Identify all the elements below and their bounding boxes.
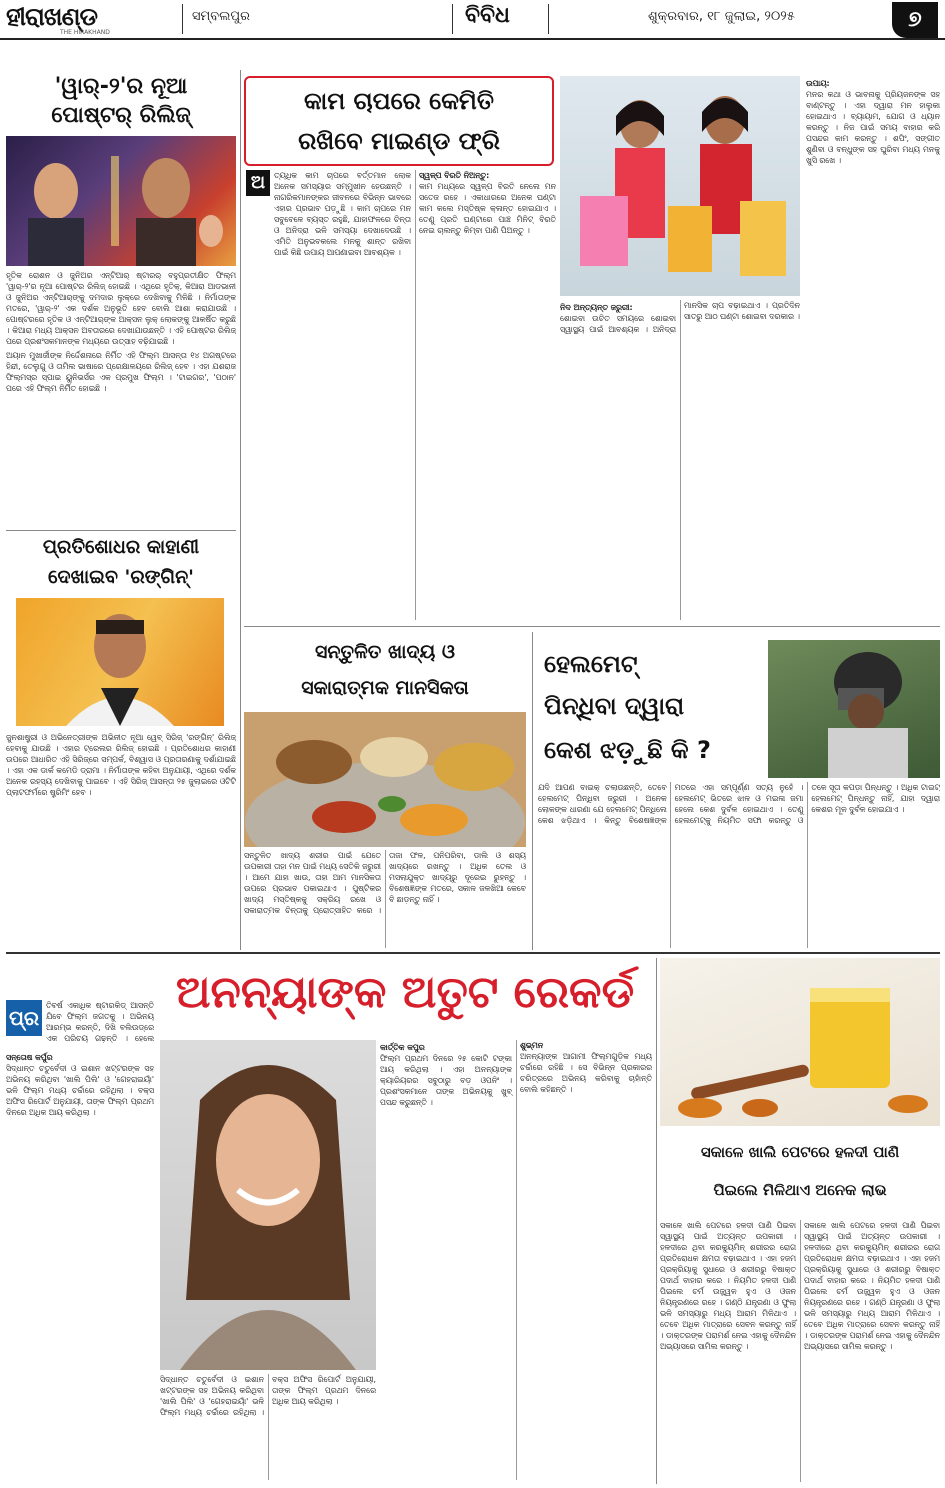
rangeen-actor-figure: [16, 598, 224, 726]
mind-subheading: ଉପାୟ:: [806, 79, 830, 88]
rangeen-title-line1: ପ୍ରତିଶୋଧର କାହାଣୀ: [42, 536, 200, 558]
header-divider: [182, 4, 183, 34]
haldi-article-body: [660, 1220, 940, 1482]
food-article-body: [244, 850, 526, 948]
ananya-portrait-image: [160, 1040, 376, 1370]
mind-subheading: ନିଦ ଅନ୍ତ୍ୟନ୍ତ ଜରୁରୀ:: [560, 303, 633, 312]
food-title-line1: ସନ୍ତୁଳିତ ଖାଦ୍ୟ ଓ: [315, 641, 455, 663]
haldi-title-line2: ପିଇଲେ ମିଳିଥାଏ ଅନେକ ଲାଭ: [713, 1181, 887, 1199]
ananya-article-body-right: [380, 1040, 652, 1480]
haldi-title-line1: ସକାଳେ ଖାଲି ପେଟରେ ହଳଦୀ ପାଣି: [700, 1143, 900, 1161]
section-name: ବିବିଧ: [465, 3, 510, 28]
mind-subheading: ସ୍ୱଳ୍ପ ବିରତି ନିଅନ୍ତୁ:: [419, 171, 490, 180]
column-divider: [240, 70, 241, 950]
helmet-title-line1: ହେଲମେଟ୍: [544, 650, 638, 678]
war2-paragraph: ଅୟାନ ମୁଖାର୍ଜୀଙ୍କ ନିର୍ଦ୍ଦେଶନାରେ ନିର୍ମିତ ଏହି ଫିଲ୍ମ ଆସନ୍ତା ୧୪ ଅଗଷ୍ଟରେ ହିନ୍ଦୀ, ତେଲୁଗୁ ଓ ତାମିଲ ଭାଷାରେ ପ୍ରେକ୍ଷାଳୟରେ ରିଲିଜ୍ ହେବ । ଏହା ଯଶରାଜ ଫିଲ୍ମସ୍‌ର ସ୍ପାଇ ୟୁନିଭର୍ସର ଏକ ପ୍ରମୁଖ ଫିଲ୍ମ । 'ଟାଇଗର', 'ପଠାନ' ପରେ ଏହି ଫିଲ୍ମ ନିର୍ମିତ ହୋଇଛି ।: [6, 351, 236, 393]
header-divider: [452, 4, 453, 34]
rangeen-article-body: [6, 732, 236, 944]
shopping-women-figures: [560, 76, 800, 296]
food-paragraph: ସନ୍ତୁଳିତ ଖାଦ୍ୟ ଶରୀର ପାଇଁ ଯେତେ ଉପକାରୀ ତାହା ମନ ପାଇଁ ମଧ୍ୟ ସେତିକି ଜରୁରୀ । ଆମେ ଯାହା ଖାଉ, ତାହା ଆମ ମାନସିକତା ଉପରେ ପ୍ରଭାବ ପକାଇଥାଏ । ପୁଷ୍ଟିକର ଖାଦ୍ୟ ମସ୍ତିଷ୍କକୁ ସକ୍ରିୟ ରଖେ ଓ ସକାରାତ୍ମକ ଚିନ୍ତାକୁ ପ୍ରୋତ୍ସାହିତ କରେ । ତାଜା ଫଳ, ପନିପରିବା, ଡାଲି ଓ ଶସ୍ୟ ଖାଦ୍ୟରେ ରଖନ୍ତୁ । ଅଧିକ ତେଲ ଓ ମସଲାଯୁକ୍ତ ଖାଦ୍ୟରୁ ଦୂରେଇ ରୁହନ୍ତୁ । ବିଶେଷଜ୍ଞଙ୍କ ମତରେ, ସକାଳ ଜଳଖିଆ କେବେ ବି ଛାଡ଼ନ୍ତୁ ନାହିଁ ।: [244, 851, 526, 915]
column-divider: [532, 632, 533, 950]
ananya-dropcap: ପ୍ର: [6, 1000, 42, 1036]
haldi-headline: [660, 1130, 940, 1214]
helmet-article-body: [538, 782, 940, 948]
haldi-paragraph: ସକାଳେ ଖାଲି ପେଟରେ ହଳଦୀ ପାଣି ପିଇବା ସ୍ୱାସ୍ଥ୍ୟ ପାଇଁ ଅତ୍ୟନ୍ତ ଉପକାରୀ । ହଳଦୀରେ ଥିବା କରକ୍ୟୁମିନ୍ ଶରୀରର ରୋଗ ପ୍ରତିରୋଧକ କ୍ଷମତା ବଢ଼ାଇଥାଏ । ଏହା ହଜମ ପ୍ରକ୍ରିୟାକୁ ସୁଧାରେ ଓ ଶରୀରରୁ ବିଷାକ୍ତ ପଦାର୍ଥ ବାହାର କରେ । ନିୟମିତ ହଳଦୀ ପାଣି ପିଇଲେ ଚର୍ମ ଉଜ୍ଜ୍ୱଳ ହୁଏ ଓ ଓଜନ ନିୟନ୍ତ୍ରଣରେ ରହେ । ଗଣ୍ଠି ଯନ୍ତ୍ରଣା ଓ ଫୁଲା ଭଳି ସମସ୍ୟାରୁ ମଧ୍ୟ ଆରାମ ମିଳିଥାଏ । ତେବେ ଅଧିକ ମାତ୍ରାରେ ସେବନ କରନ୍ତୁ ନାହିଁ । ଡାକ୍ତରଙ୍କ ପରାମର୍ଶ ନେଇ ଏହାକୁ ଦୈନନ୍ଦିନ ଅଭ୍ୟାସରେ ସାମିଲ କରନ୍ତୁ ।: [660, 1221, 796, 1351]
ananya-subheading: ଶୁଭ୍ମନ: [520, 1041, 544, 1050]
article-divider: [244, 626, 940, 627]
mind-paragraph: ଶୋଇବା ଉଚିତ ସମୟରେ ଶୋଇବା ସ୍ୱାସ୍ଥ୍ୟ ପାଇଁ ଆବଶ୍ୟକ । ଅନିଦ୍ରା ମାନସିକ ଚାପ ବଢ଼ାଇଥାଏ । ପ୍ରତିଦିନ ସାତରୁ ଆଠ ଘଣ୍ଟା ଶୋଇବା ଦରକାର ।: [560, 301, 800, 334]
issue-date: ଶୁକ୍ରବାର, ୧୮ ଜୁଲାଇ, ୨୦୨୫: [648, 9, 795, 24]
helmet-paragraph: ଯଦି ଆପଣ ବାଇକ୍ ଚଲାଉଛନ୍ତି, ତେବେ ହେଲମେଟ୍ ପିନ୍ଧିବା ଜରୁରୀ । ଅନେକ ଲୋକଙ୍କ ଧାରଣା ଯେ ହେଲମେଟ୍ ପିନ୍ଧିଲେ କେଶ ଝଡ଼ିଥାଏ । କିନ୍ତୁ ବିଶେଷଜ୍ଞଙ୍କ ମତରେ ଏହା ସମ୍ପୂର୍ଣ୍ଣ ସତ୍ୟ ନୁହେଁ । ହେଲମେଟ୍ ଭିତରେ ଝାଳ ଓ ମଇଳା ଜମା ହେଲେ କେଶ ଦୁର୍ବଳ ହୋଇଥାଏ । ତେଣୁ ହେଲମେଟ୍‌କୁ ନିୟମିତ ସଫା କରନ୍ତୁ ଓ ତଳେ ସୂତା କପଡ଼ା ପିନ୍ଧନ୍ତୁ । ଅଧିକ ଟାଇଟ୍ ହେଲମେଟ୍ ପିନ୍ଧନ୍ତୁ ନାହିଁ, ଯାହା ଦ୍ୱାରା କେଶର ମୂଳ ଦୁର୍ବଳ ହୋଇଯାଏ ।: [538, 783, 940, 825]
helmet-headline: [538, 640, 766, 778]
page-section-divider: [6, 952, 940, 954]
column-divider: [656, 958, 657, 1484]
edition-city: ସମ୍ବଲପୁର: [192, 9, 250, 24]
haldi-paragraph: ସକାଳେ ଖାଲି ପେଟରେ ହଳଦୀ ପାଣି ପିଇବା ସ୍ୱାସ୍ଥ୍ୟ ପାଇଁ ଅତ୍ୟନ୍ତ ଉପକାରୀ । ହଳଦୀରେ ଥିବା କରକ୍ୟୁମିନ୍ ଶରୀରର ରୋଗ ପ୍ରତିରୋଧକ କ୍ଷମତା ବଢ଼ାଇଥାଏ । ଏହା ହଜମ ପ୍ରକ୍ରିୟାକୁ ସୁଧାରେ ଓ ଶରୀରରୁ ବିଷାକ୍ତ ପଦାର୍ଥ ବାହାର କରେ । ନିୟମିତ ହଳଦୀ ପାଣି ପିଇଲେ ଚର୍ମ ଉଜ୍ଜ୍ୱଳ ହୁଏ ଓ ଓଜନ ନିୟନ୍ତ୍ରଣରେ ରହେ । ଗଣ୍ଠି ଯନ୍ତ୍ରଣା ଓ ଫୁଲା ଭଳି ସମସ୍ୟାରୁ ମଧ୍ୟ ଆରାମ ମିଳିଥାଏ । ତେବେ ଅଧିକ ମାତ୍ରାରେ ସେବନ କରନ୍ତୁ ନାହିଁ । ଡାକ୍ତରଙ୍କ ପରାମର୍ଶ ନେଇ ଏହାକୁ ଦୈନନ୍ଦିନ ଅଭ୍ୟାସରେ ସାମିଲ କରନ୍ତୁ ।: [804, 1221, 940, 1351]
food-title-line2: ସକାରାତ୍ମକ ମାନସିକତା: [301, 677, 469, 699]
mind-title-line2: ରଖିବେ ମାଇଣ୍ଡ ଫ୍ରି: [298, 127, 500, 155]
masthead: [0, 0, 945, 40]
turmeric-water-illustration: [660, 958, 940, 1126]
thali-food-plate: [244, 712, 526, 847]
ananya-paragraph: ତିବର୍ଷ ଏକାଧିକ ଷ୍ଟାରକିଡ୍ ଆସନ୍ତି ଯିବେ ଫିଲ୍ମ ଜଗତକୁ । ଅଭିନୟ ଆରମ୍ଭ କରନ୍ତି, ଦିଖି ବଲିଉଡ୍‌ରେ ଏକ ପରିଚୟ ଗଢ଼ନ୍ତି । ହେଲେ: [46, 1001, 154, 1043]
ananya-subheading: କାର୍ତ୍ତିକ କପୁର: [380, 1043, 425, 1052]
mind-article-body-right: [806, 76, 940, 620]
war2-title-line1: 'ୱାର୍-୨'ର ନୂଆ: [54, 74, 188, 99]
mind-article-body-middle: [560, 300, 800, 620]
war2-poster-figures: [6, 136, 236, 266]
war2-title-line2: ପୋଷ୍ଟର୍ ରିଲିଜ୍: [51, 103, 191, 128]
mind-paragraph: କାମ ମଧ୍ୟରେ ସ୍ୱଳ୍ପ ବିରତି ନେଲେ ମନ ସତେଜ ରହେ । ଏକାଧାରରେ ଅନେକ ଘଣ୍ଟା କାମ କଲେ ମସ୍ତିଷ୍କ କ୍ଳାନ୍ତ ହୋଇଯାଏ । ତେଣୁ ପ୍ରତି ଘଣ୍ଟାରେ ପାଞ୍ଚ ମିନିଟ୍ ବିରତି ନେଇ ଚାଲନ୍ତୁ କିମ୍ବା ପାଣି ପିଅନ୍ତୁ ।: [419, 182, 556, 235]
rangeen-actor-image: [16, 598, 224, 726]
newspaper-logo-sub: THE HIRAKHAND: [60, 29, 110, 36]
thali-food-image: [244, 712, 526, 847]
food-headline: [244, 634, 526, 710]
ananya-portrait-figure: [160, 1040, 376, 1370]
helmet-title-line2: ପିନ୍ଧିବା ଦ୍ୱାରା: [544, 692, 685, 720]
shopping-women-image: [560, 76, 800, 296]
helmet-man-image: [768, 640, 940, 778]
helmet-man-figure: [768, 640, 940, 778]
ananya-paragraph: ସିଦ୍ଧାନ୍ତ ଚତୁର୍ବେଦୀ ଓ ଇଶାନ ଖଟ୍ଟରଙ୍କ ସହ ଅଭିନୟ କରିଥିବା 'ଖାଲି ପିଲି' ଓ 'ଗେହରାଇୟାଁ' ଭଳି ଫିଲ୍ମ ମଧ୍ୟ ଚର୍ଚ୍ଚାରେ ରହିଥିଲା । ବକ୍ସ ଅଫିସ ରିପୋର୍ଟ ଅନୁଯାୟୀ, ତାଙ୍କ ଫିଲ୍ମ ପ୍ରଥମ ଦିନରେ ଅଧିକ ଆୟ କରିଥିଲା ।: [160, 1375, 376, 1417]
ananya-paragraph: ସିଦ୍ଧାନ୍ତ ଚତୁର୍ବେଦୀ ଓ ଇଶାନ ଖଟ୍ଟରଙ୍କ ସହ ଅଭିନୟ କରିଥିବା 'ଖାଲି ପିଲି' ଓ 'ଗେହରାଇୟାଁ' ଭଳି ଫିଲ୍ମ ମଧ୍ୟ ଚର୍ଚ୍ଚାରେ ରହିଥିଲା । ବକ୍ସ ଅଫିସ ରିପୋର୍ଟ ଅନୁଯାୟୀ, ତାଙ୍କ ଫିଲ୍ମ ପ୍ରଥମ ଦିନରେ ଅଧିକ ଆୟ କରିଥିଲା ।: [6, 1064, 154, 1117]
mind-dropcap: ଅ: [246, 170, 270, 196]
article-divider: [6, 530, 236, 531]
helmet-title-line3: କେଶ ଝଡ଼ୁଛି କି ?: [544, 736, 711, 764]
header-divider: [548, 4, 549, 34]
ananya-paragraph: ଫିଲ୍ମ ପ୍ରଥମ ଦିନରେ ୨୫ କୋଟି ଟଙ୍କା ଆୟ କରିଥିଲା । ଏହା ଅନନ୍ୟାଙ୍କ କ୍ୟାରିୟରର ସବୁଠାରୁ ବଡ଼ ଓପନିଂ । ପ୍ରଶଂସକମାନେ ତାଙ୍କ ଅଭିନୟକୁ ଖୁବ୍ ପସନ୍ଦ କରୁଛନ୍ତି ।: [380, 1054, 512, 1107]
mind-paragraph: ତ୍ୟଧିକ କାମ ଚାପରେ ବର୍ତ୍ତମାନ ଲୋକ ଅନେକ ସମସ୍ୟାର ସମ୍ମୁଖୀନ ହେଉଛନ୍ତି । ନାଗରିକମାନଙ୍କର ଜୀବନରେ ବିଭିନ୍ନ ଭାବରେ ଏହାର ପ୍ରଭାବ ପଡ଼ୁଛି । କାମ ଚାପରେ ମନ ସବୁବେଳେ ବ୍ୟସ୍ତ ରହୁଛି, ଯାହାଫଳରେ ଚିନ୍ତା ଓ ଅନିଦ୍ରା ଭଳି ସମସ୍ୟା ଦେଖାଦେଉଛି । ଏମିତି ଅନୁଭବକଲେ ମନକୁ ଶାନ୍ତ ରଖିବା ପାଇଁ କିଛି ଉପାୟ ଆପଣାଇବା ଆବଶ୍ୟକ ।: [274, 171, 411, 257]
war2-headline: [6, 72, 236, 132]
rangeen-title-line2: ଦେଖାଇବ 'ରଙ୍ଗିନ୍': [48, 566, 194, 588]
ananya-subheading: ସନ୍ତୋଷ କର୍ପୁର: [6, 1053, 53, 1062]
war2-article-body: [6, 270, 236, 528]
war2-poster-image: [6, 136, 236, 266]
ananya-article-body-bottom: [160, 1374, 376, 1480]
turmeric-water-image: [660, 958, 940, 1126]
rangeen-paragraph: ଜୁନଶାଷ୍ଟ୍ରୀ ଓ ଅଭିନେତ୍ରୀଙ୍କ ଅଭିନୀତ ନୂଆ ୱେବ୍ ସିରିଜ୍ 'ରଙ୍ଗିନ୍' ରିଲିଜ୍ ହେବାକୁ ଯାଉଛି । ଏହାର ଟ୍ରେଲର ରିଲିଜ୍ ହୋଇଛି । ପ୍ରତିଶୋଧର କାହାଣୀ ଉପରେ ଆଧାରିତ ଏହି ସିରିଜ୍‌ରେ ସମ୍ପର୍କ, ବିଶ୍ୱାସ ଓ ପ୍ରତାରଣାକୁ ଦର୍ଶାଯାଇଛି । ଏହା ଏକ ଡାର୍କ କମେଡି ଡ୍ରାମା । ନିର୍ମାତାଙ୍କ କହିବା ଅନୁଯାୟୀ, ଏଥିରେ ଦର୍ଶକ ଅନେକ ରହସ୍ୟ ଦେଖିବାକୁ ପାଇବେ । ଏହି ସିରିଜ୍ ଆସନ୍ତା ୨୫ ଜୁଲାଇରେ ଓଟିଟି ପ୍ଲାଟଫର୍ମରେ ଷ୍ଟ୍ରିମିଂ ହେବ ।: [6, 733, 236, 797]
mind-title-line1: କାମ ଚାପରେ କେମିତି: [304, 87, 494, 115]
ananya-article-body-left: [6, 1050, 154, 1480]
war2-paragraph: ହୃତିକ ରୋଶନ ଓ ଜୁନିଅର ଏନ୍‌ଟିଆର୍ ଷ୍ଟାରର୍ ବହୁପ୍ରତୀକ୍ଷିତ ଫିଲ୍ମ 'ୱାର୍-୨'ର ନୂଆ ପୋଷ୍ଟର ରିଲିଜ୍ ହୋଇଛି । ଏଥିରେ ହୃତିକ୍, କିଆରା ଆଡଭାନୀ ଓ ଜୁନିଅର ଏନ୍‌ଟିଆର୍‌ଙ୍କୁ ଦମଦାର ଲୁକ୍‌ରେ ଦେଖିବାକୁ ମିଳିଛି । ନିର୍ମାତାଙ୍କ ମତରେ, 'ୱାର୍-୨' ଏକ ଦର୍ଶକ ଅନୁଭୂତି ହେବ ବୋଲି ଆଶା କରାଯାଉଛି । ପୋଷ୍ଟରରେ ହୃତିକ ଓ ଏନ୍‌ଟିଆର୍‌ଙ୍କ ଆକ୍ସନ ଲୁକ୍ ଲୋକଙ୍କୁ ଆକର୍ଷିତ କରୁଛି । କିଆରା ମଧ୍ୟ ଆକ୍ସନ ଅବତାରରେ ଦେଖାଯାଉଛନ୍ତି । ଏହି ପୋଷ୍ଟର ରିଲିଜ୍ ପରେ ପ୍ରଶଂସକମାନଙ୍କ ମଧ୍ୟରେ ଉତ୍ସାହ ବଢ଼ିଯାଇଛି ।: [6, 271, 236, 346]
ananya-article-lead: [46, 1000, 154, 1048]
page-number: ୭: [892, 2, 938, 38]
mind-headline: [244, 76, 554, 166]
rangeen-headline: [6, 533, 236, 595]
ananya-title: ଅନନ୍ୟାଙ୍କ ଅତୁଟ ରେକର୍ଡ: [175, 967, 635, 1018]
mind-article-body-left: [274, 170, 556, 620]
newspaper-logo: ହୀରାଖଣ୍ଡ: [6, 2, 98, 31]
ananya-paragraph: ଅନନ୍ୟାଙ୍କ ଆଗାମୀ ଫିଲ୍ମଗୁଡ଼ିକ ମଧ୍ୟ ଚର୍ଚ୍ଚାରେ ରହିଛି । ସେ ବିଭିନ୍ନ ପ୍ରକାରର ଚରିତ୍ରରେ ଅଭିନୟ କରିବାକୁ ଚାହାଁନ୍ତି ବୋଲି କହିଛନ୍ତି ।: [520, 1052, 652, 1094]
mind-paragraph: ମନର କଥା ଓ ଭାବନାକୁ ପ୍ରିୟଜନଙ୍କ ସହ ବାଣ୍ଟନ୍ତୁ । ଏହା ଦ୍ୱାରା ମନ ହାଲୁକା ହୋଇଥାଏ । ବ୍ୟାୟାମ, ଯୋଗ ଓ ଧ୍ୟାନ କରନ୍ତୁ । ନିଜ ପାଇଁ ସମୟ ବାହାର କରି ପସନ୍ଦର କାମ କରନ୍ତୁ । ଶପିଂ, ସଙ୍ଗୀତ ଶୁଣିବା ଓ ବନ୍ଧୁଙ୍କ ସହ ଘୁରିବା ମଧ୍ୟ ମନକୁ ଖୁସି ରଖେ ।: [806, 90, 940, 165]
